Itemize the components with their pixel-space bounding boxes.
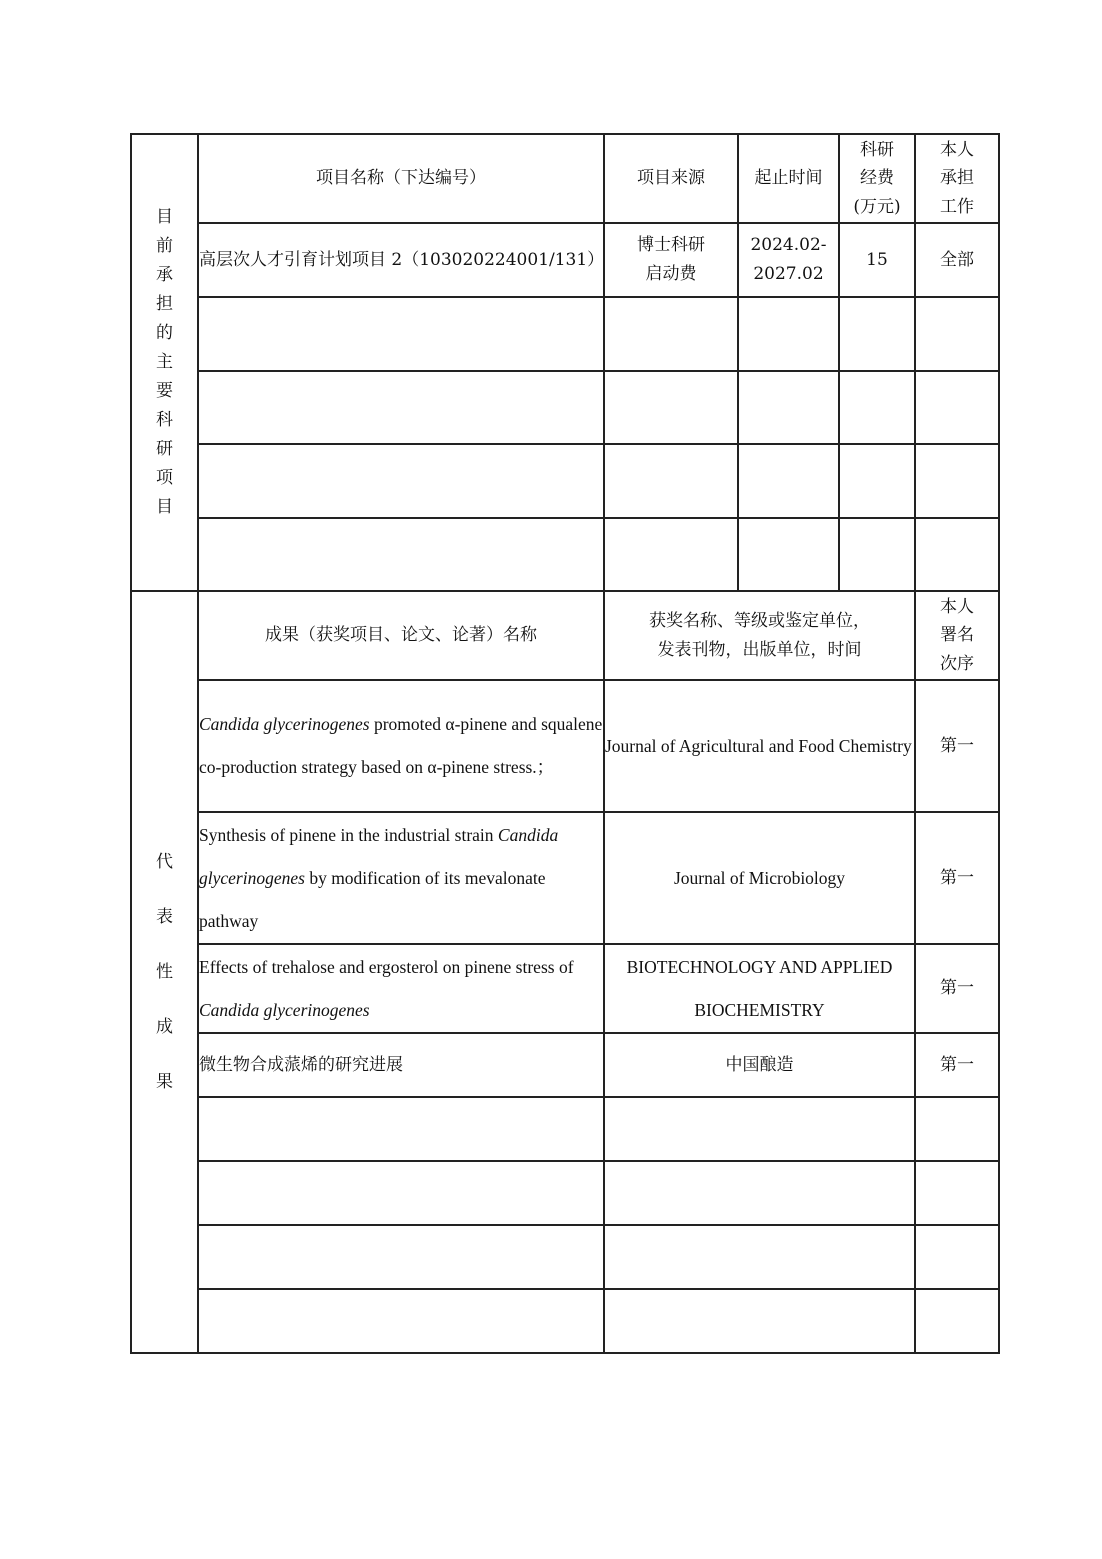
- project-period-cell: 2024.02- 2027.02: [738, 223, 839, 297]
- table-row: [131, 944, 999, 1033]
- table-row: [131, 297, 999, 371]
- header-role: 本人 承担 工作: [915, 134, 999, 223]
- achievement-venue-cell: Journal of Microbiology: [604, 812, 915, 944]
- project-source-cell: 博士科研 启动费: [604, 223, 738, 297]
- section1-label: 目 前 承 担 的 主 要 科 研 项 目: [131, 134, 198, 591]
- header-project-source: 项目来源: [604, 134, 738, 223]
- author-order-cell: 第一: [915, 944, 999, 1033]
- table-row: [131, 1097, 999, 1161]
- table-row: [131, 518, 999, 591]
- author-order-cell: 第一: [915, 812, 999, 944]
- header-achievement-name: 成果（获奖项目、论文、论著）名称: [198, 591, 604, 680]
- author-order-cell: 第一: [915, 1033, 999, 1097]
- achievement-name-cell: 微生物合成蒎烯的研究进展: [198, 1033, 604, 1097]
- project-funding-cell: 15: [839, 223, 915, 297]
- table-row: [131, 1033, 999, 1097]
- table-row: [131, 444, 999, 518]
- header-venue: 获奖名称、等级或鉴定单位， 发表刊物，出版单位，时间: [604, 591, 915, 680]
- header-author-order: 本人 署名 次序: [915, 591, 999, 680]
- table-row: [131, 223, 999, 297]
- table-row: [131, 680, 999, 812]
- project-role-cell: 全部: [915, 223, 999, 297]
- project-name-cell: 高层次人才引育计划项目 2（103020224001/131）: [198, 223, 604, 297]
- achievement-venue-cell: BIOTECHNOLOGY AND APPLIED BIOCHEMISTRY: [604, 944, 915, 1033]
- achievement-venue-cell: 中国酿造: [604, 1033, 915, 1097]
- table-row: [131, 812, 999, 944]
- achievement-name-cell: Effects of trehalose and ergosterol on pinene stress of Candida glycerinogenes: [198, 944, 604, 1033]
- header-period: 起止时间: [738, 134, 839, 223]
- table-row: [131, 371, 999, 444]
- author-order-cell: 第一: [915, 680, 999, 812]
- achievement-name-cell: Candida glycerinogenes promoted α-pinene and squalene co-production strategy based on α-pinene stress.；: [198, 680, 604, 812]
- achievement-venue-cell: Journal of Agricultural and Food Chemistry: [604, 680, 915, 812]
- section2-label: 代 表 性 成 果: [131, 591, 198, 1353]
- header-project-name: 项目名称（下达编号）: [198, 134, 604, 223]
- research-form-table: [130, 133, 1000, 1354]
- table-row: [131, 1161, 999, 1225]
- header-funding: 科研 经费 (万元): [839, 134, 915, 223]
- table-row: [131, 1289, 999, 1353]
- table-row: [131, 1225, 999, 1289]
- achievement-name-cell: Synthesis of pinene in the industrial strain Candida glycerinogenes by modification of its mevalonate pathway: [198, 812, 604, 944]
